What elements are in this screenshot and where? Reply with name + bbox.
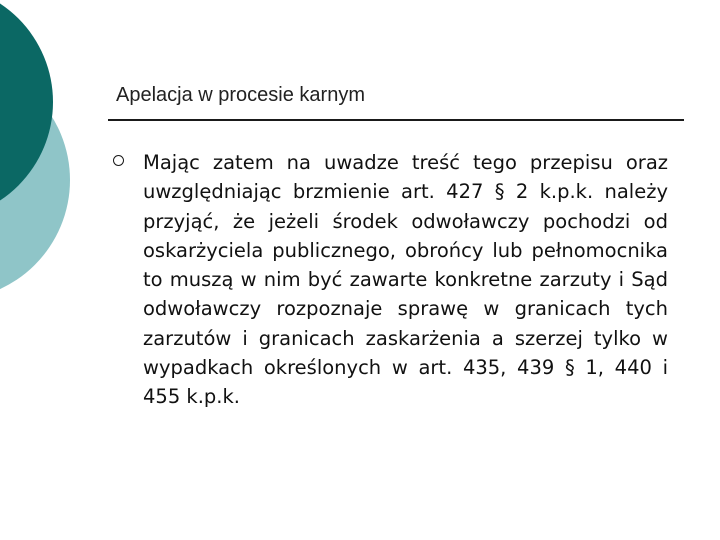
hollow-circle-bullet-icon bbox=[113, 155, 124, 166]
slide-title: Apelacja w procesie karnym bbox=[116, 84, 365, 106]
decorative-teal-circles bbox=[0, 0, 80, 290]
title-divider bbox=[108, 119, 684, 121]
bullet-paragraph: Mając zatem na uwadze treść tego przepisu oraz uwzględniając brzmienie art. 427 § 2 k.p.k. należy przyjąć, że jeżeli środek odwoławczy pochodzi od oskarżyciela publicznego, obrońcy lub pełnomocnika to muszą w nim być zawarte konkretne zarzuty i Sąd odwoławczy rozpoznaje sprawę w granicach tych zarzutów i granicach zaskarżenia a szerzej tylko w wypadkach określonych w art. 435, 439 § 1, 440 i 455 k.p.k. bbox=[143, 151, 668, 409]
